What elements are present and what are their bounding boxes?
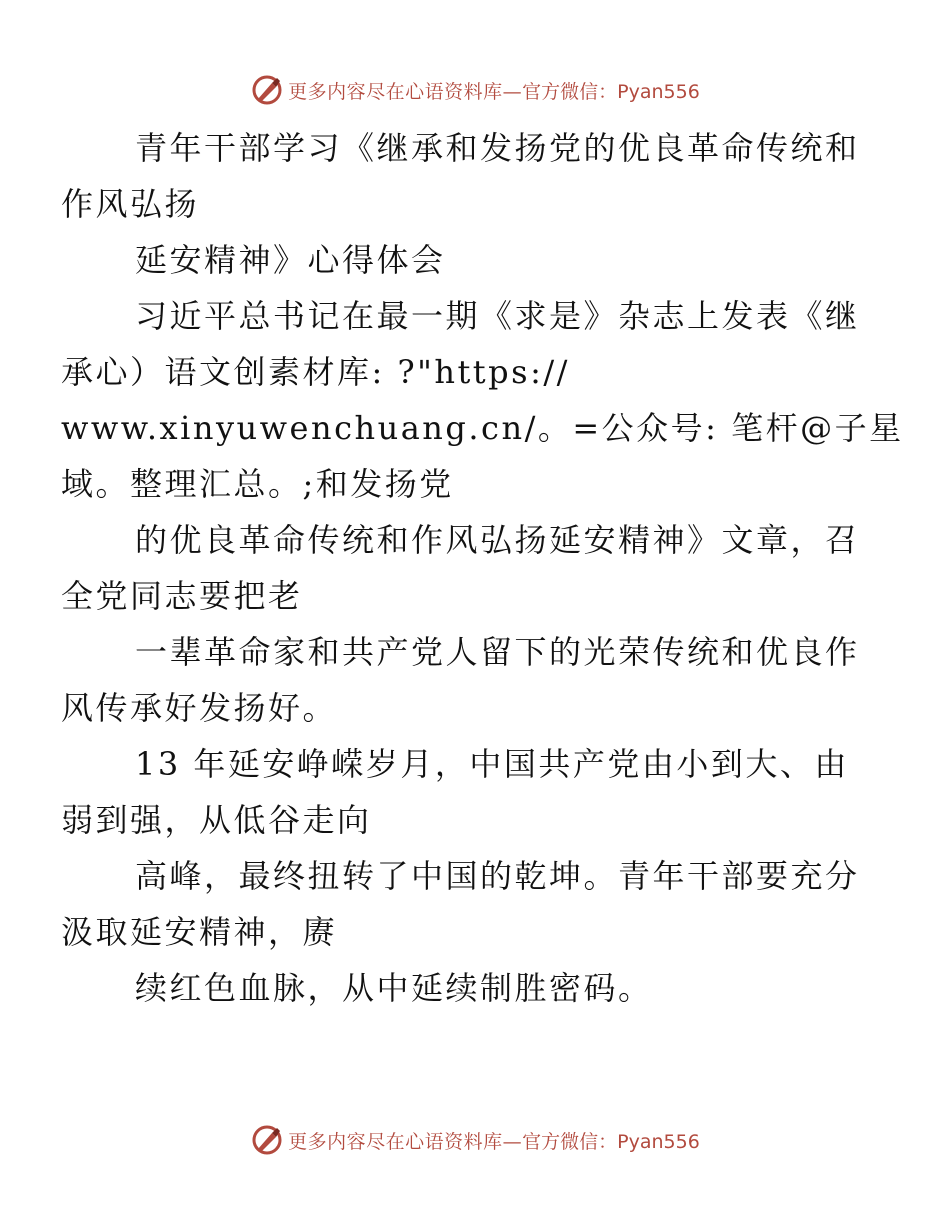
text-line: 风传承好发扬好。: [61, 689, 338, 727]
pen-nib-circle-icon: [250, 1123, 284, 1157]
paragraph: [61, 120, 868, 232]
paragraph: [61, 848, 868, 960]
header-watermark: [0, 70, 950, 110]
text-line: 的优良革命传统和作风弘扬延安精神》文章，召: [135, 521, 860, 559]
text-line: 全党同志要把老: [61, 577, 303, 615]
paragraph: [61, 624, 868, 736]
watermark-text: 更多内容尽在心语资料库—: [288, 80, 523, 103]
text-line: 汲取延安精神，赓: [61, 913, 338, 951]
text-line: 青年干部学习《继承和发扬党的优良革命传统和: [135, 129, 860, 167]
watermark-wechat: 官方微信：Pyan556: [522, 1130, 700, 1153]
text-line: 续红色血脉，从中延续制胜密码。: [135, 969, 653, 1007]
text-line: 承心）语文创素材库: ?"https://: [61, 353, 570, 391]
watermark-wechat: 官方微信：Pyan556: [522, 80, 700, 103]
paragraph: [61, 736, 868, 848]
paragraph: [98, 960, 868, 1016]
text-line: 域。整理汇总。;和发扬党: [61, 465, 454, 503]
text-line: 习近平总书记在最一期《求是》杂志上发表《继: [135, 297, 860, 335]
text-line: www.xinyuwenchuang.cn/。=公众号: 笔杆@子星: [61, 409, 904, 447]
document-body: [61, 120, 904, 1016]
watermark-text: 更多内容尽在心语资料库—: [288, 1130, 523, 1153]
text-line: 一辈革命家和共产党人留下的光荣传统和优良作: [135, 633, 860, 671]
paragraph: [61, 288, 904, 512]
paragraph: [98, 232, 868, 288]
footer-watermark: [0, 1120, 950, 1160]
paragraph: [61, 512, 868, 624]
text-line: 作风弘扬: [61, 185, 200, 223]
text-line: 13 年延安峥嵘岁月，中国共产党由小到大、由: [135, 745, 849, 783]
text-line: 高峰，最终扭转了中国的乾坤。青年干部要充分: [135, 857, 860, 895]
pen-nib-circle-icon: [250, 73, 284, 107]
text-line: 弱到强，从低谷走向: [61, 801, 372, 839]
text-line: 延安精神》心得体会: [135, 241, 446, 279]
